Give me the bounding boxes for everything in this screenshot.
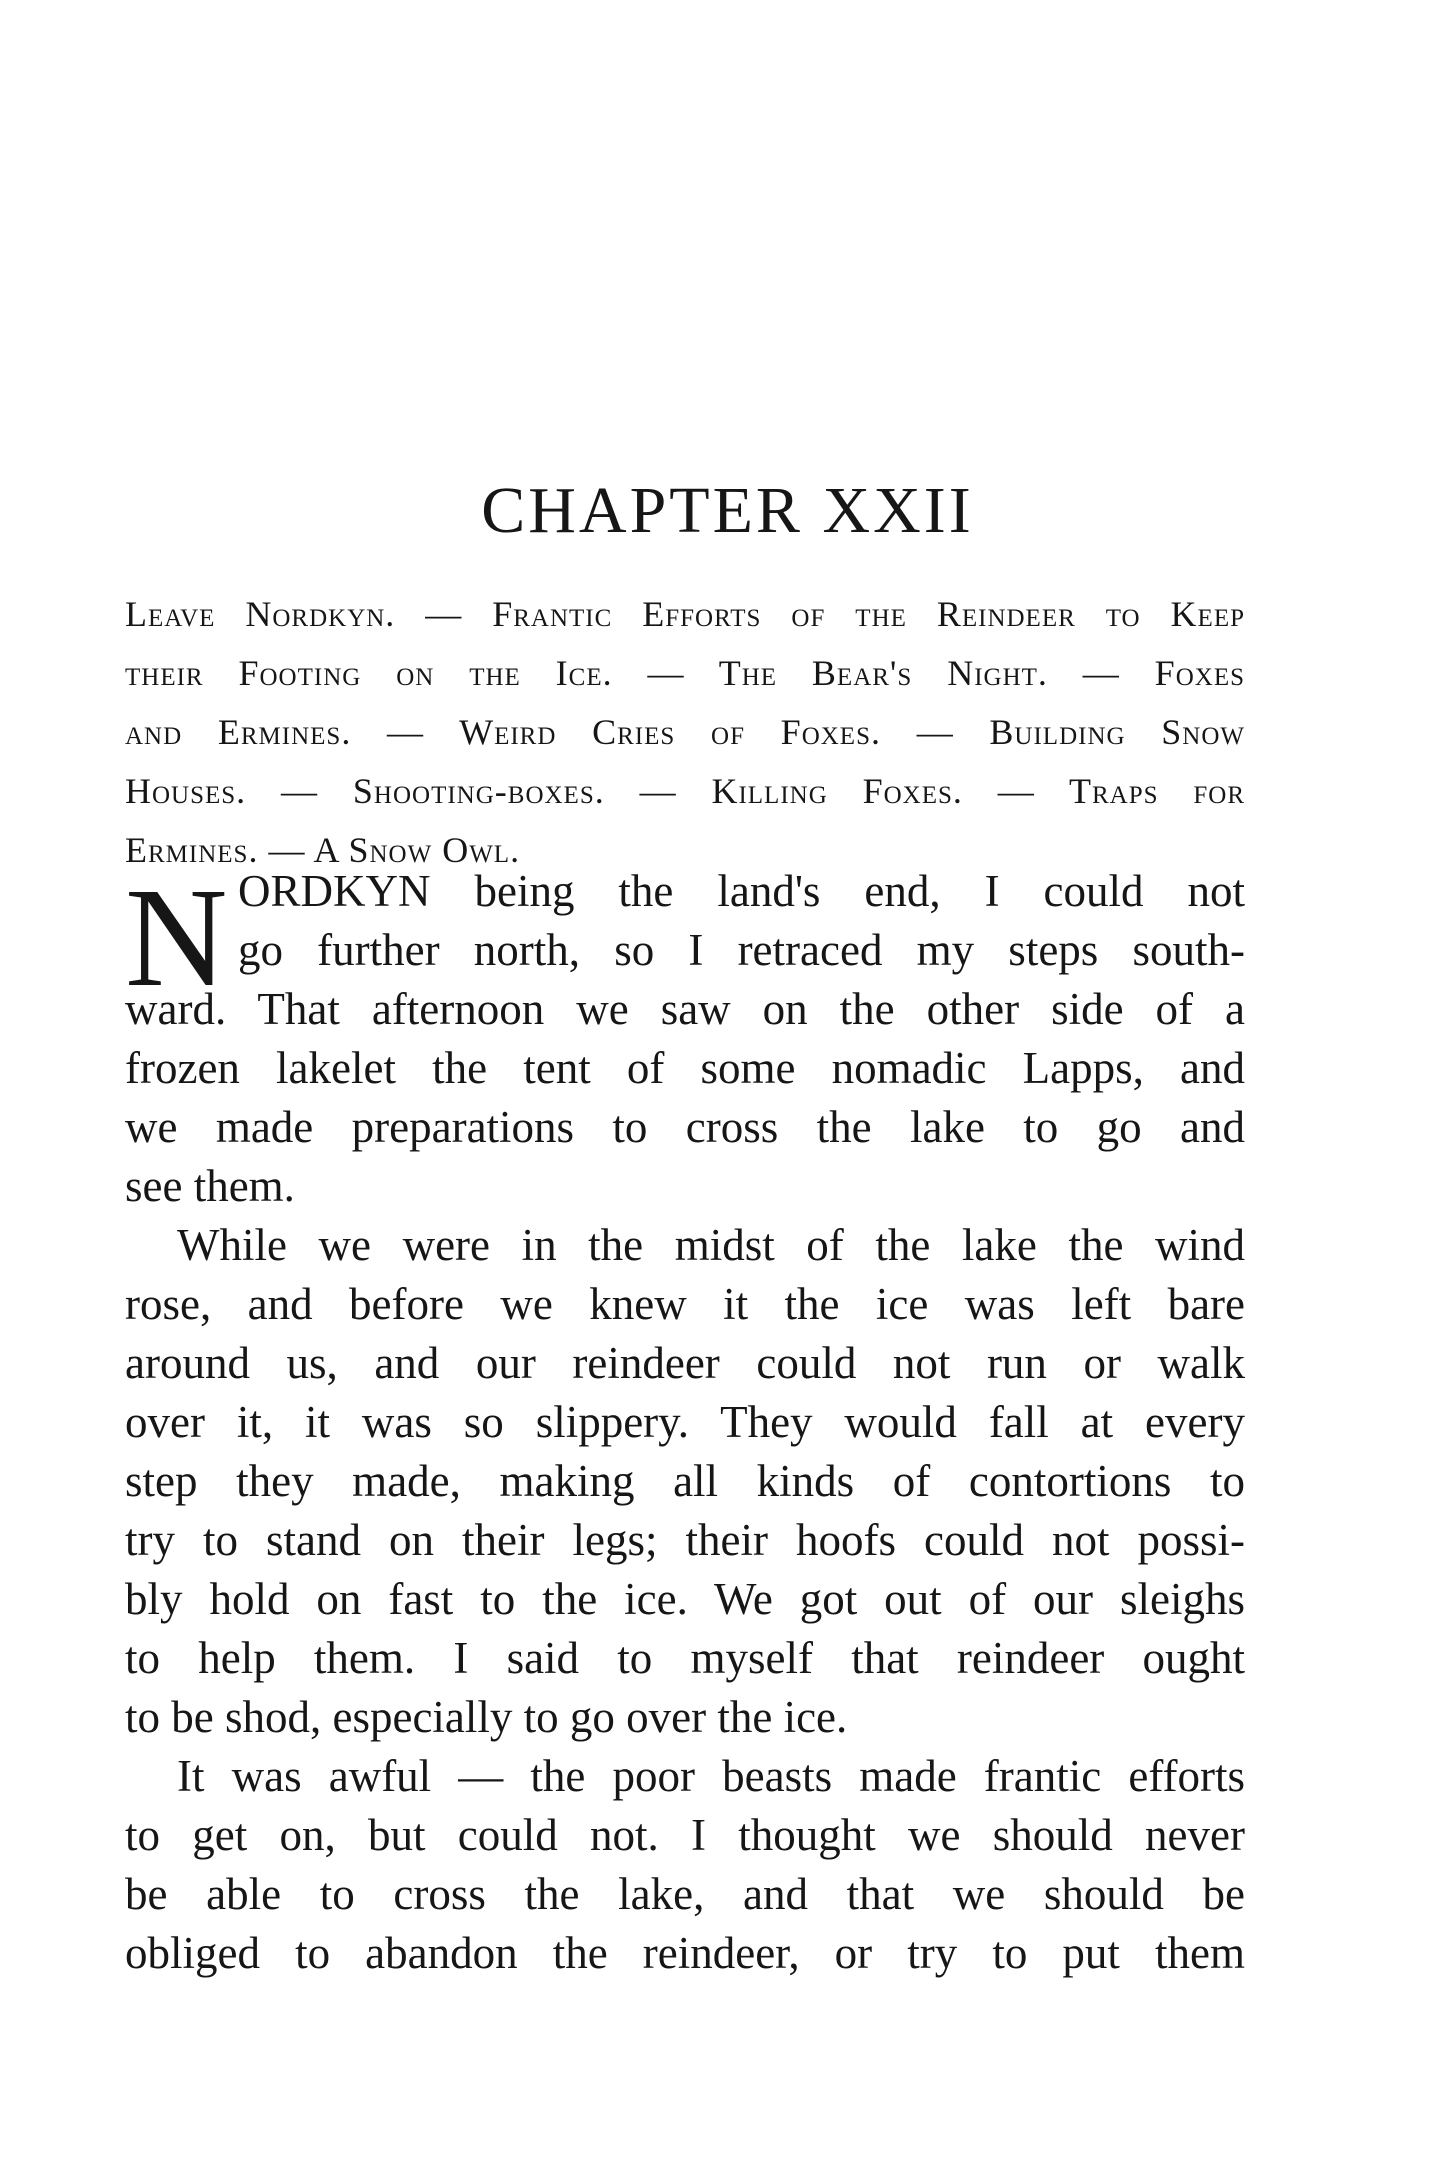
summary-line: Houses. — Shooting-boxes. — Killing Foxes. — Traps for (125, 771, 1245, 811)
text-line: ORDKYN being the land's end, I could not (238, 866, 1245, 916)
chapter-title: CHAPTER XXII (481, 474, 974, 547)
text-line: frozen lakelet the tent of some nomadic Lapps, and (125, 1043, 1245, 1093)
paragraph (125, 1747, 1245, 1983)
text-line: to help them. I said to myself that reindeer ought (125, 1633, 1245, 1683)
text-line: obliged to abandon the reindeer, or try to put them (125, 1928, 1245, 1978)
paragraph (125, 1216, 1245, 1747)
text-line: over it, it was so slippery. They would fall at every (125, 1397, 1245, 1447)
text-line: step they made, making all kinds of contortions to (125, 1456, 1245, 1506)
text-line: be able to cross the lake, and that we should be (125, 1869, 1245, 1919)
text-line: rose, and before we knew it the ice was left bare (125, 1279, 1245, 1329)
text-line: around us, and our reindeer could not run or walk (125, 1338, 1245, 1388)
text-line: to get on, but could not. I thought we should never (125, 1810, 1245, 1860)
text-line: ward. That afternoon we saw on the other side of a (125, 984, 1245, 1034)
text-line: we made preparations to cross the lake to go and (125, 1102, 1245, 1152)
paragraph (125, 858, 1245, 1216)
summary-line: and Ermines. — Weird Cries of Foxes. — Building Snow (125, 712, 1245, 752)
summary-line: their Footing on the Ice. — The Bear's Night. — Foxes (125, 653, 1245, 693)
body-text (125, 858, 1245, 1983)
summary-line: Leave Nordkyn. — Frantic Efforts of the Reindeer to Keep (125, 594, 1245, 634)
text-line: While we were in the midst of the lake the wind (177, 1220, 1245, 1270)
drop-cap: N (125, 858, 228, 1016)
text-line: bly hold on fast to the ice. We got out of our sleighs (125, 1574, 1245, 1624)
text-line: to be shod, especially to go over the ice. (125, 1692, 848, 1742)
text-line: It was awful — the poor beasts made frantic efforts (177, 1751, 1245, 1801)
summary-line: Ermines. — A Snow Owl. (125, 830, 521, 870)
text-line: try to stand on their legs; their hoofs could not possi- (125, 1515, 1245, 1565)
text-line: see them. (125, 1161, 295, 1211)
text-line: go further north, so I retraced my steps south- (238, 925, 1245, 975)
chapter-summary (125, 585, 1245, 880)
